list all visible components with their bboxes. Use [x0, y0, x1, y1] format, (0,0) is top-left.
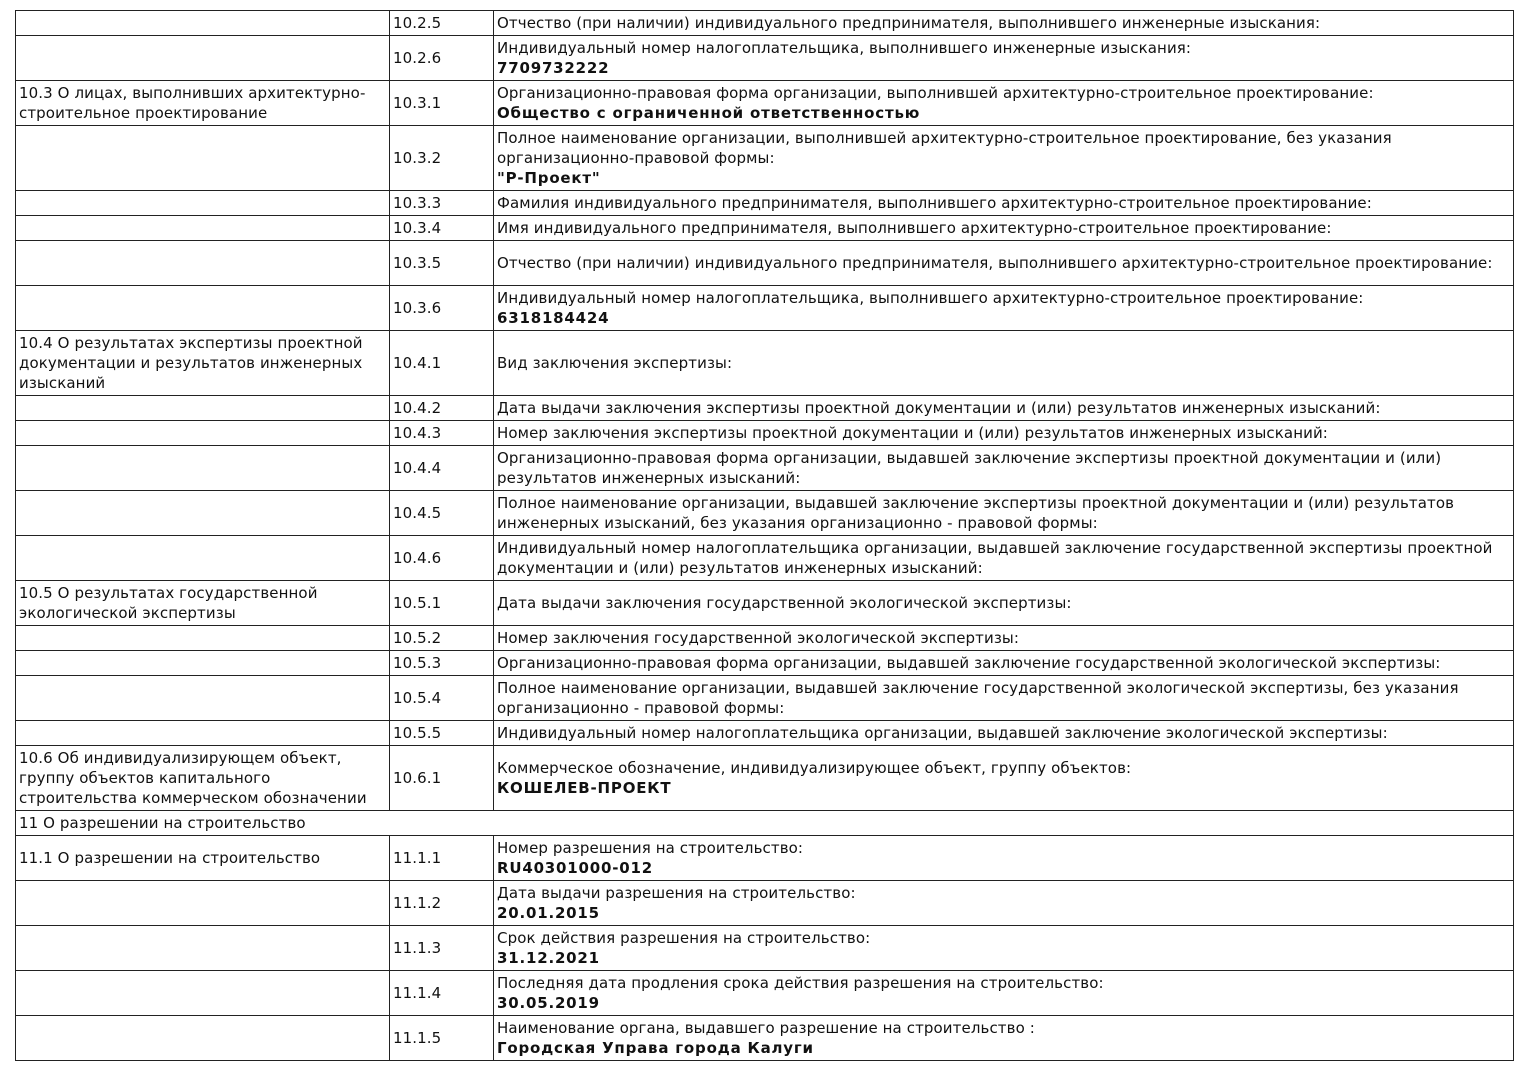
- item-label: Дата выдачи разрешения на строительство:: [497, 884, 856, 902]
- item-content: [494, 626, 1514, 651]
- item-value: RU40301000-012: [497, 859, 653, 877]
- section-label: [16, 926, 390, 971]
- table-row: [16, 191, 1514, 216]
- item-label: Отчество (при наличии) индивидуального предпринимателя, выполнившего инженерные изыскания:: [497, 14, 1321, 32]
- item-code: 10.5.2: [390, 626, 494, 651]
- item-content: [494, 446, 1514, 491]
- item-label: Фамилия индивидуального предпринимателя, выполнившего архитектурно-строительное проектирование:: [497, 194, 1372, 212]
- section-label: [16, 676, 390, 721]
- item-label: Номер разрешения на строительство:: [497, 839, 804, 857]
- item-content: [494, 286, 1514, 331]
- section-label: [16, 626, 390, 651]
- item-value: Городская Управа города Калуги: [497, 1039, 814, 1057]
- item-code: 10.3.3: [390, 191, 494, 216]
- item-label: Последняя дата продления срока действия разрешения на строительство:: [497, 974, 1104, 992]
- item-content: [494, 651, 1514, 676]
- item-code: 10.5.3: [390, 651, 494, 676]
- item-label: Полное наименование организации, выдавшей заключение государственной экологической экспертизы, без указания организационно - правовой формы:: [497, 679, 1459, 717]
- item-code: 10.5.1: [390, 581, 494, 626]
- item-content: [494, 721, 1514, 746]
- item-value: 20.01.2015: [497, 904, 600, 922]
- section-label: 11.1 О разрешении на строительство: [16, 836, 390, 881]
- item-content: [494, 971, 1514, 1016]
- table-row: [16, 811, 1514, 836]
- table-row: [16, 286, 1514, 331]
- item-code: 10.4.5: [390, 491, 494, 536]
- item-content: [494, 581, 1514, 626]
- section-label: 10.5 О результатах государственной экологической экспертизы: [16, 581, 390, 626]
- item-content: [494, 241, 1514, 286]
- table-row: [16, 926, 1514, 971]
- item-label: Индивидуальный номер налогоплательщика, выполнившего инженерные изыскания:: [497, 39, 1192, 57]
- table-row: [16, 626, 1514, 651]
- table-row: [16, 36, 1514, 81]
- item-code: 11.1.3: [390, 926, 494, 971]
- section-label: [16, 286, 390, 331]
- section-label: [16, 1016, 390, 1061]
- item-content: [494, 396, 1514, 421]
- item-label: Наименование органа, выдавшего разрешение на строительство :: [497, 1019, 1035, 1037]
- table-row: [16, 836, 1514, 881]
- item-code: 11.1.1: [390, 836, 494, 881]
- item-code: 11.1.4: [390, 971, 494, 1016]
- item-code: 10.4.3: [390, 421, 494, 446]
- item-value: 31.12.2021: [497, 949, 600, 967]
- section-label: [16, 191, 390, 216]
- item-code: 10.4.6: [390, 536, 494, 581]
- table-row: [16, 331, 1514, 396]
- item-code: 10.6.1: [390, 746, 494, 811]
- item-content: [494, 536, 1514, 581]
- item-value: "Р-Проект": [497, 169, 601, 187]
- item-content: [494, 81, 1514, 126]
- item-code: 11.1.2: [390, 881, 494, 926]
- item-code: 10.3.4: [390, 216, 494, 241]
- item-label: Дата выдачи заключения государственной экологической экспертизы:: [497, 594, 1072, 612]
- item-label: Отчество (при наличии) индивидуального предпринимателя, выполнившего архитектурно-строительное проектирование:: [497, 254, 1493, 272]
- declaration-table: [15, 10, 1514, 1061]
- item-label: Индивидуальный номер налогоплательщика, выполнившего архитектурно-строительное проектирование:: [497, 289, 1364, 307]
- table-row: [16, 241, 1514, 286]
- section-label: [16, 421, 390, 446]
- item-code: 10.3.1: [390, 81, 494, 126]
- item-label: Организационно-правовая форма организации, выдавшей заключение экспертизы проектной документации и (или) результатов инженерных изысканий:: [497, 449, 1442, 487]
- section-label: [16, 446, 390, 491]
- table-row: [16, 421, 1514, 446]
- item-label: Организационно-правовая форма организации, выдавшей заключение государственной экологической экспертизы:: [497, 654, 1441, 672]
- section-label: [16, 651, 390, 676]
- item-content: [494, 36, 1514, 81]
- section-label: [16, 881, 390, 926]
- section-label: [16, 721, 390, 746]
- item-content: [494, 421, 1514, 446]
- item-content: [494, 1016, 1514, 1061]
- item-content: [494, 216, 1514, 241]
- item-label: Номер заключения экспертизы проектной документации и (или) результатов инженерных изысканий:: [497, 424, 1328, 442]
- item-code: 10.3.5: [390, 241, 494, 286]
- item-code: 10.4.2: [390, 396, 494, 421]
- item-code: 10.5.5: [390, 721, 494, 746]
- item-value: 7709732222: [497, 59, 610, 77]
- table-row: [16, 581, 1514, 626]
- item-label: Срок действия разрешения на строительство:: [497, 929, 871, 947]
- table-row: [16, 971, 1514, 1016]
- section-label: 10.6 Об индивидуализирующем объект, группу объектов капитального строительства коммерческом обозначении: [16, 746, 390, 811]
- item-label: Полное наименование организации, выдавшей заключение экспертизы проектной документации и (или) результатов инженерных изысканий, без указания организационно - правовой формы:: [497, 494, 1455, 532]
- table-row: [16, 11, 1514, 36]
- item-code: 10.5.4: [390, 676, 494, 721]
- table-row: [16, 881, 1514, 926]
- item-content: [494, 881, 1514, 926]
- section-label: [16, 971, 390, 1016]
- item-content: [494, 491, 1514, 536]
- item-content: [494, 926, 1514, 971]
- item-value: КОШЕЛЕВ-ПРОЕКТ: [497, 779, 672, 797]
- table-row: [16, 746, 1514, 811]
- item-label: Вид заключения экспертизы:: [497, 354, 733, 372]
- table-row: [16, 396, 1514, 421]
- table-row: [16, 651, 1514, 676]
- section-label: 10.4 О результатах экспертизы проектной документации и результатов инженерных изысканий: [16, 331, 390, 396]
- item-value: 6318184424: [497, 309, 610, 327]
- item-code: 10.4.1: [390, 331, 494, 396]
- item-code: 10.3.2: [390, 126, 494, 191]
- item-content: [494, 126, 1514, 191]
- table-row: [16, 126, 1514, 191]
- item-label: Организационно-правовая форма организации, выполнившей архитектурно-строительное проектирование:: [497, 84, 1374, 102]
- section-label: [16, 491, 390, 536]
- section-label: [16, 36, 390, 81]
- table-row: [16, 446, 1514, 491]
- table-body: [16, 11, 1514, 1061]
- table-row: [16, 1016, 1514, 1061]
- item-label: Дата выдачи заключения экспертизы проектной документации и (или) результатов инженерных изысканий:: [497, 399, 1381, 417]
- table-row: [16, 721, 1514, 746]
- item-content: [494, 11, 1514, 36]
- item-label: Номер заключения государственной экологической экспертизы:: [497, 629, 1020, 647]
- section-label: [16, 11, 390, 36]
- section-label: [16, 241, 390, 286]
- item-content: [494, 746, 1514, 811]
- item-label: Имя индивидуального предпринимателя, выполнившего архитектурно-строительное проектирование:: [497, 219, 1332, 237]
- table-row: [16, 216, 1514, 241]
- item-content: [494, 331, 1514, 396]
- item-label: Индивидуальный номер налогоплательщика организации, выдавшей заключение государственной экспертизы проектной документации и (или) результатов инженерных изысканий:: [497, 539, 1493, 577]
- section-label: [16, 126, 390, 191]
- item-label: Полное наименование организации, выполнившей архитектурно-строительное проектирование, без указания организационно-правовой формы:: [497, 129, 1392, 167]
- item-value: Общество с ограниченной ответственностью: [497, 104, 921, 122]
- item-code: 10.3.6: [390, 286, 494, 331]
- item-code: 10.4.4: [390, 446, 494, 491]
- table-row: [16, 491, 1514, 536]
- section-label: [16, 396, 390, 421]
- table-row: [16, 536, 1514, 581]
- item-content: [494, 191, 1514, 216]
- item-label: Индивидуальный номер налогоплательщика организации, выдавшей заключение экологической экспертизы:: [497, 724, 1388, 742]
- section-label: 10.3 О лицах, выполнивших архитектурно-строительное проектирование: [16, 81, 390, 126]
- item-code: 10.2.5: [390, 11, 494, 36]
- section-label: [16, 216, 390, 241]
- section-header: 11 О разрешении на строительство: [16, 811, 1514, 836]
- item-code: 10.2.6: [390, 36, 494, 81]
- item-label: Коммерческое обозначение, индивидуализирующее объект, группу объектов:: [497, 759, 1132, 777]
- item-content: [494, 676, 1514, 721]
- item-content: [494, 836, 1514, 881]
- table-row: [16, 81, 1514, 126]
- table-row: [16, 676, 1514, 721]
- item-value: 30.05.2019: [497, 994, 600, 1012]
- section-label: [16, 536, 390, 581]
- item-code: 11.1.5: [390, 1016, 494, 1061]
